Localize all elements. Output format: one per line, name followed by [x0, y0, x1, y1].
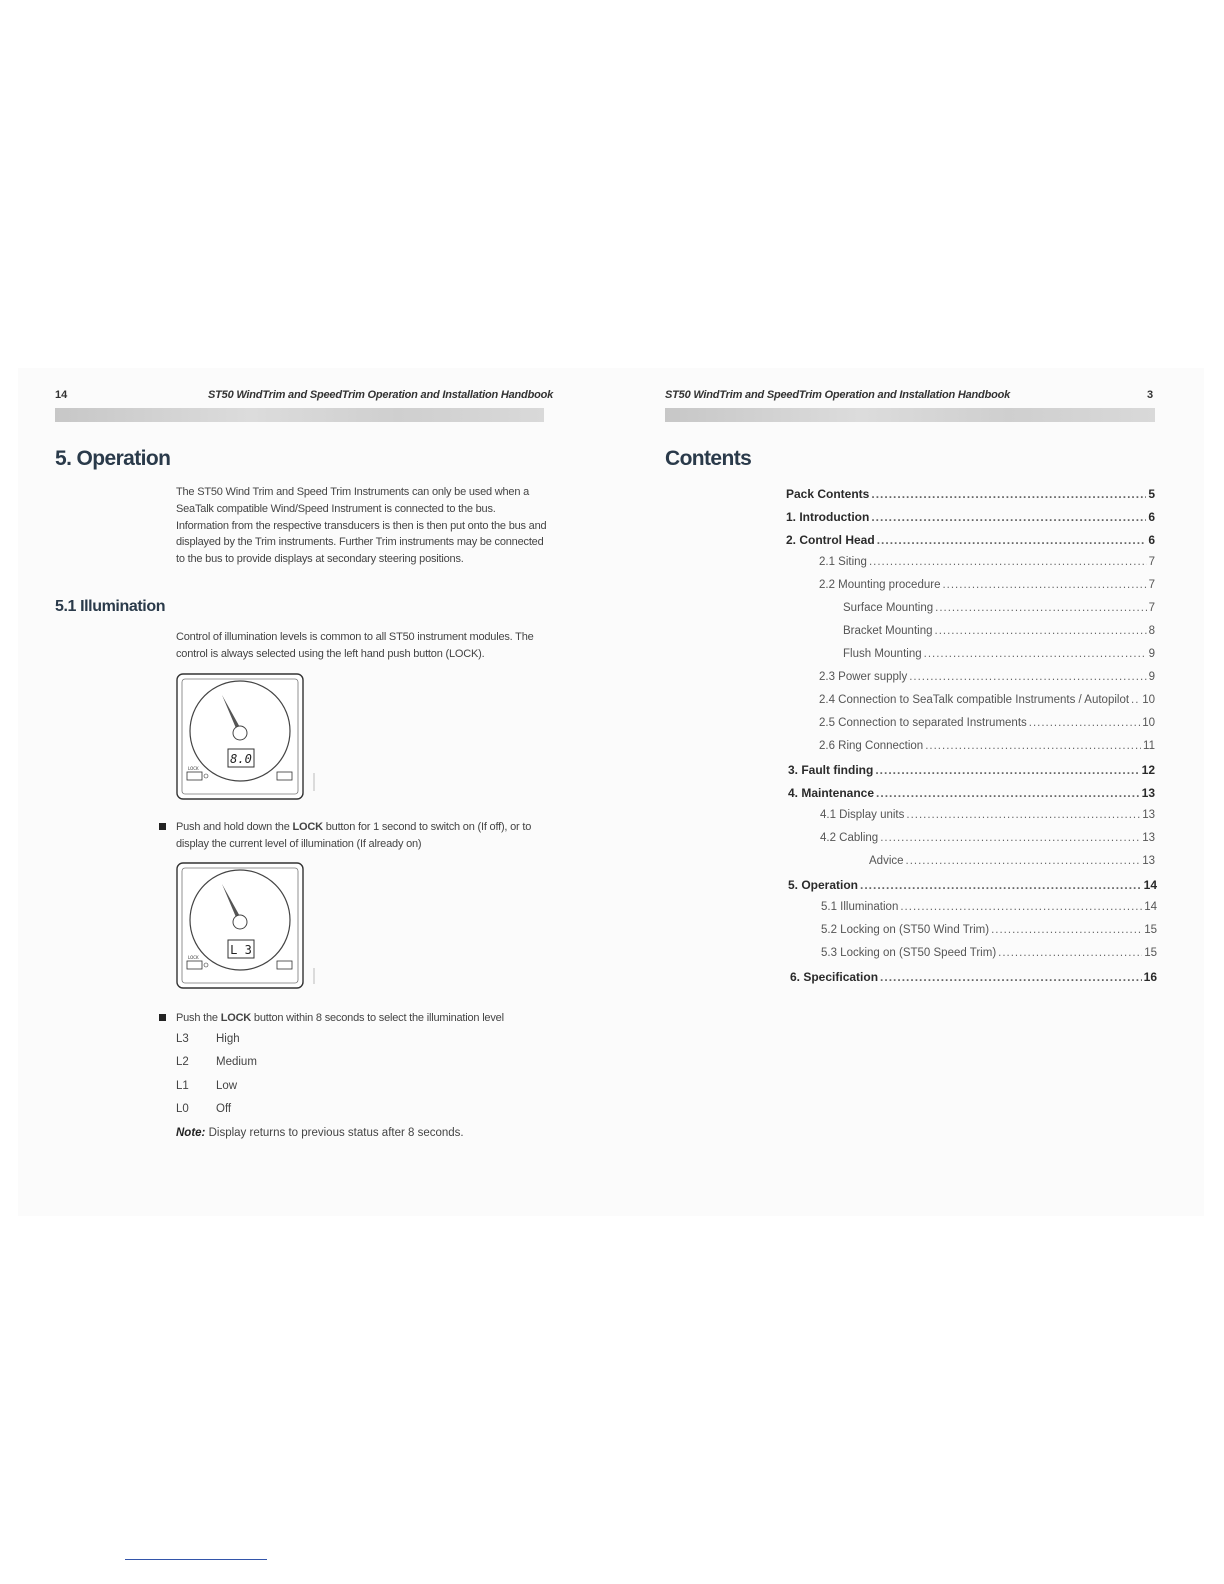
toc-entry[interactable]: 2.6 Ring Connection ..... 11 [819, 740, 1155, 752]
scan-underline [125, 1559, 267, 1560]
level-row: L0 Off [176, 1103, 232, 1115]
toc-entry[interactable]: 1. Introduction ..... 6 [786, 510, 1155, 524]
toc-entry[interactable]: 2. Control Head ..... 6 [786, 533, 1155, 547]
toc-entry[interactable]: 6. Specification ..... 16 [790, 970, 1157, 984]
note: Note: Display returns to previous status after 8 seconds. [176, 1127, 464, 1139]
toc-entry[interactable]: Surface Mounting ..... 7 [843, 602, 1155, 614]
contents-title: Contents [665, 447, 752, 470]
lock-label-2: LOCK [188, 955, 199, 960]
toc-entry[interactable]: 5.2 Locking on (ST50 Wind Trim) ..... 15 [821, 924, 1157, 936]
right-header-title: ST50 WindTrim and SpeedTrim Operation and Installation Handbook [665, 389, 1011, 401]
subsection-title-illumination: 5.1 Illumination [55, 598, 166, 615]
toc-entry[interactable]: Flush Mounting ..... 9 [843, 648, 1155, 660]
bullet-hold-lock: Push and hold down the LOCK button for 1 second to switch on (If off), or to display the current level of illumination (If already on) [176, 819, 546, 853]
toc-entry[interactable]: 3. Fault finding ..... 12 [788, 763, 1155, 777]
instrument-figure-2 [176, 862, 326, 995]
toc-entry[interactable]: Bracket Mounting ..... 8 [843, 625, 1155, 637]
toc-entry[interactable]: 2.3 Power supply ..... 9 [819, 671, 1155, 683]
toc-entry[interactable]: 2.5 Connection to separated Instruments ..... 10 [819, 717, 1155, 729]
toc-entry[interactable]: Pack Contents ..... 5 [786, 487, 1155, 501]
toc-entry[interactable]: 2.1 Siting ..... 7 [819, 556, 1155, 568]
illumination-text: Control of illumination levels is common to all ST50 instrument modules. The control is always selected using the left hand push button (LOCK). [176, 631, 534, 660]
level-row: L2 Medium [176, 1056, 257, 1068]
toc-entry[interactable]: 4.2 Cabling ..... 13 [820, 832, 1155, 844]
level-row: L1 Low [176, 1080, 238, 1092]
level-row: L3 High [176, 1033, 240, 1045]
display-readout-1: 8.0 [230, 752, 252, 766]
operation-intro: The ST50 Wind Trim and Speed Trim Instruments can only be used when a SeaTalk compatible Wind/Speed Instrument is connected to the bus. Information from the respective transducers is then is then put onto the bus and displayed by the Trim instruments. Further Trim instruments may be connected to the bus to provide displays at secondary steering positions. [176, 486, 547, 566]
lock-label-1: LOCK [188, 766, 199, 771]
toc-entry[interactable]: Advice ..... 13 [869, 855, 1155, 867]
toc-entry[interactable]: 5.1 Illumination ..... 14 [821, 901, 1157, 913]
left-page-number: 14 [55, 389, 68, 401]
right-page-number: 3 [1147, 389, 1154, 401]
toc-entry[interactable]: 5.3 Locking on (ST50 Speed Trim) ..... 15 [821, 947, 1157, 959]
toc-entry[interactable]: 2.2 Mounting procedure ..... 7 [819, 579, 1155, 591]
left-header-title: ST50 WindTrim and SpeedTrim Operation and Installation Handbook [208, 389, 554, 401]
toc-entry[interactable]: 4.1 Display units ..... 13 [820, 809, 1155, 821]
instrument-figure-1 [176, 673, 326, 806]
toc-entry[interactable]: 5. Operation ..... 14 [788, 878, 1157, 892]
left-header-bar [55, 408, 544, 422]
display-readout-2: L 3 [230, 943, 252, 957]
bullet-select-level: Push the LOCK button within 8 seconds to select the illumination level [176, 1010, 546, 1027]
right-header-bar [665, 408, 1155, 422]
toc-entry[interactable]: 4. Maintenance ..... 13 [788, 786, 1155, 800]
toc-entry[interactable]: 2.4 Connection to SeaTalk compatible Instruments / Autopilot ..... 10 [819, 694, 1155, 706]
section-title-operation: 5. Operation [55, 447, 171, 470]
